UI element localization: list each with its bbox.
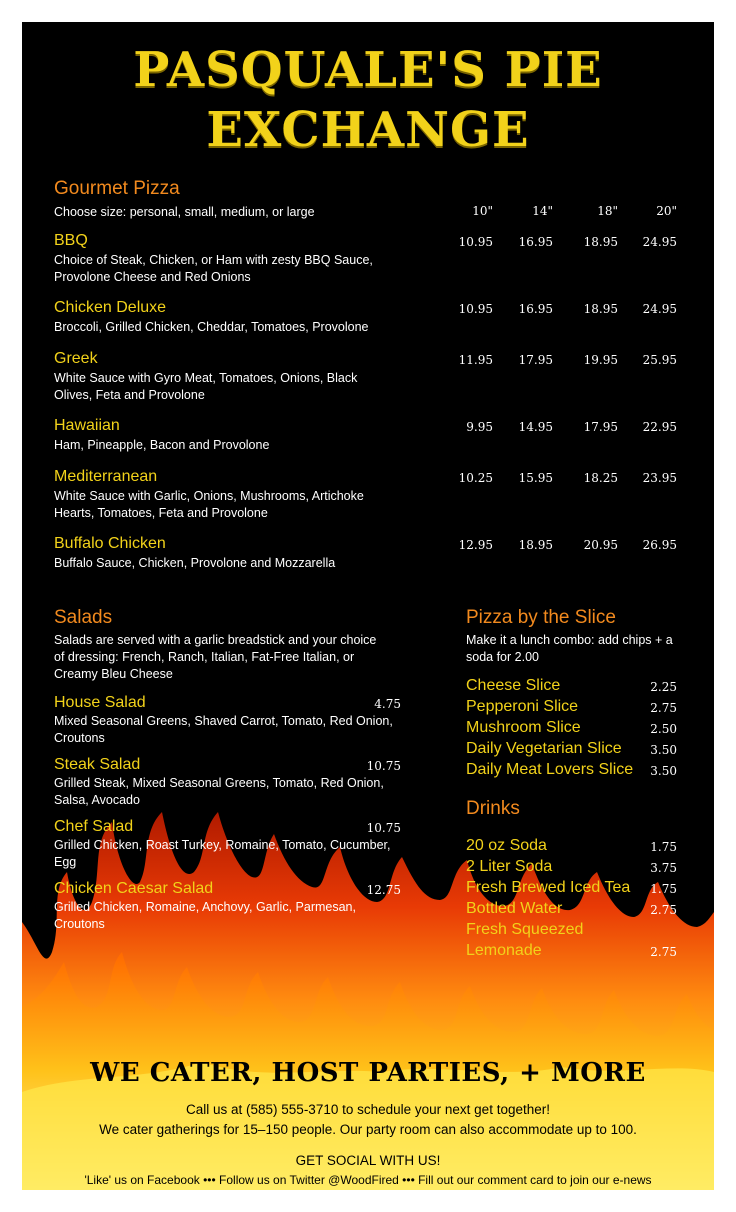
drink-item-name: 20 oz Soda [466, 837, 547, 854]
salads-heading: Salads [54, 607, 113, 628]
catering-capacity-line: We cater gatherings for 15–150 people. Our party room can also accommodate up to 100. [99, 1122, 637, 1137]
slice-item-name: Daily Vegetarian Slice [466, 740, 622, 757]
pizza-price-14: 16.95 [518, 235, 553, 249]
pizza-price-14: 15.95 [518, 471, 553, 485]
social-links-line: 'Like' us on Facebook ••• Follow us on Twitter @WoodFired ••• Fill out our comment card to join our e-news [84, 1173, 652, 1187]
slice-price: 2.75 [650, 701, 677, 715]
salad-item-desc: Grilled Chicken, Romaine, Anchovy, Garlic, Parmesan, Croutons [54, 900, 356, 931]
size-header-14: 14" [532, 204, 553, 218]
pizza-price-10: 10.95 [458, 235, 493, 249]
size-header-18: 18" [597, 204, 618, 218]
slice-item-name: Mushroom Slice [466, 719, 581, 736]
pizza-item-desc: Ham, Pineapple, Bacon and Provolone [54, 438, 270, 452]
salad-item-desc: Mixed Seasonal Greens, Shaved Carrot, Tomato, Red Onion, Croutons [54, 714, 393, 745]
pizza-price-18: 18.95 [583, 302, 618, 316]
slice-price: 2.50 [650, 722, 677, 736]
pizza-item-desc: Buffalo Sauce, Chicken, Provolone and Mozzarella [54, 556, 336, 570]
restaurant-name-line2: EXCHANGE [206, 102, 530, 158]
catering-phone-line: Call us at (585) 555-3710 to schedule your next get together! [186, 1102, 550, 1117]
drink-item-name: 2 Liter Soda [466, 858, 553, 875]
salad-price: 4.75 [374, 697, 401, 711]
pizza-heading: Gourmet Pizza [54, 178, 180, 199]
salad-item-name: Chicken Caesar Salad [54, 880, 214, 897]
social-heading: GET SOCIAL WITH US! [295, 1153, 441, 1168]
pizza-item-name: Buffalo Chicken [54, 535, 166, 552]
salads-intro: Salads are served with a garlic breadstick and your choice of dressing: French, Ranch, Italian, Fat-Free Italian, or Creamy Bleu Cheese [54, 633, 377, 681]
menu-panel [22, 22, 714, 1190]
pizza-price-20: 25.95 [642, 353, 677, 367]
salad-price: 12.75 [366, 883, 401, 897]
pizza-price-20: 23.95 [642, 471, 677, 485]
salad-item-name: House Salad [54, 694, 146, 711]
catering-headline: WE CATER, HOST PARTIES, + MORE [90, 1058, 646, 1088]
salad-item-name: Steak Salad [54, 756, 141, 773]
pizza-item-name: Greek [54, 350, 98, 367]
drink-price: 1.75 [650, 840, 677, 854]
pizza-price-10: 10.25 [458, 471, 493, 485]
drink-price: 1.75 [650, 882, 677, 896]
pizza-price-20: 26.95 [642, 538, 677, 552]
salad-item-desc: Grilled Steak, Mixed Seasonal Greens, Tomato, Red Onion, Salsa, Avocado [54, 776, 384, 807]
pizza-price-10: 10.95 [458, 302, 493, 316]
pizza-item-desc: White Sauce with Gyro Meat, Tomatoes, Onions, Black Olives, Feta and Provolone [54, 371, 358, 402]
pizza-price-18: 18.95 [583, 235, 618, 249]
pizza-price-14: 14.95 [518, 420, 553, 434]
drinks-heading: Drinks [466, 798, 520, 819]
drink-price: 2.75 [650, 945, 677, 959]
pizza-price-18: 20.95 [583, 538, 618, 552]
pizza-item-desc: Broccoli, Grilled Chicken, Cheddar, Tomatoes, Provolone [54, 320, 369, 334]
drink-item-name: Bottled Water [466, 900, 563, 917]
pizza-price-14: 16.95 [518, 302, 553, 316]
pizza-price-18: 19.95 [583, 353, 618, 367]
pizza-size-note: Choose size: personal, small, medium, or large [54, 205, 315, 219]
drink-item-name: Fresh Squeezed [466, 921, 584, 938]
drink-price: 2.75 [650, 903, 677, 917]
slice-heading: Pizza by the Slice [466, 607, 616, 628]
pizza-price-20: 24.95 [642, 302, 677, 316]
pizza-item-name: Hawaiian [54, 417, 120, 434]
slice-price: 3.50 [650, 743, 677, 757]
pizza-price-20: 24.95 [642, 235, 677, 249]
restaurant-name-line1: PASQUALE'S PIE [133, 42, 603, 98]
slice-note: Make it a lunch combo: add chips + a soda for 2.00 [466, 633, 673, 664]
pizza-item-name: BBQ [54, 232, 88, 249]
pizza-price-18: 18.25 [583, 471, 618, 485]
drink-price: 3.75 [650, 861, 677, 875]
drink-item-name: Fresh Brewed Iced Tea [466, 879, 631, 896]
pizza-price-14: 18.95 [518, 538, 553, 552]
size-header-20: 20" [656, 204, 677, 218]
pizza-item-name: Chicken Deluxe [54, 299, 167, 316]
drink-item-name: Lemonade [466, 942, 542, 959]
pizza-price-10: 9.95 [466, 420, 493, 434]
pizza-price-20: 22.95 [642, 420, 677, 434]
salad-item-name: Chef Salad [54, 818, 134, 835]
slice-item-name: Daily Meat Lovers Slice [466, 761, 634, 778]
slice-price: 3.50 [650, 764, 677, 778]
pizza-item-name: Mediterranean [54, 468, 158, 485]
salad-price: 10.75 [366, 759, 401, 773]
salad-price: 10.75 [366, 821, 401, 835]
pizza-item-desc: Choice of Steak, Chicken, or Ham with zesty BBQ Sauce, Provolone Cheese and Red Onions [54, 253, 373, 284]
pizza-price-18: 17.95 [583, 420, 618, 434]
pizza-price-10: 12.95 [458, 538, 493, 552]
size-header-10: 10" [472, 204, 493, 218]
slice-price: 2.25 [650, 680, 677, 694]
pizza-item-desc: White Sauce with Garlic, Onions, Mushrooms, Artichoke Hearts, Tomatoes, Feta and Provolone [54, 489, 364, 520]
pizza-price-14: 17.95 [518, 353, 553, 367]
salad-item-desc: Grilled Chicken, Roast Turkey, Romaine, Tomato, Cucumber, Egg [54, 838, 391, 869]
slice-item-name: Cheese Slice [466, 677, 561, 694]
pizza-price-10: 11.95 [458, 353, 493, 367]
slice-item-name: Pepperoni Slice [466, 698, 579, 715]
